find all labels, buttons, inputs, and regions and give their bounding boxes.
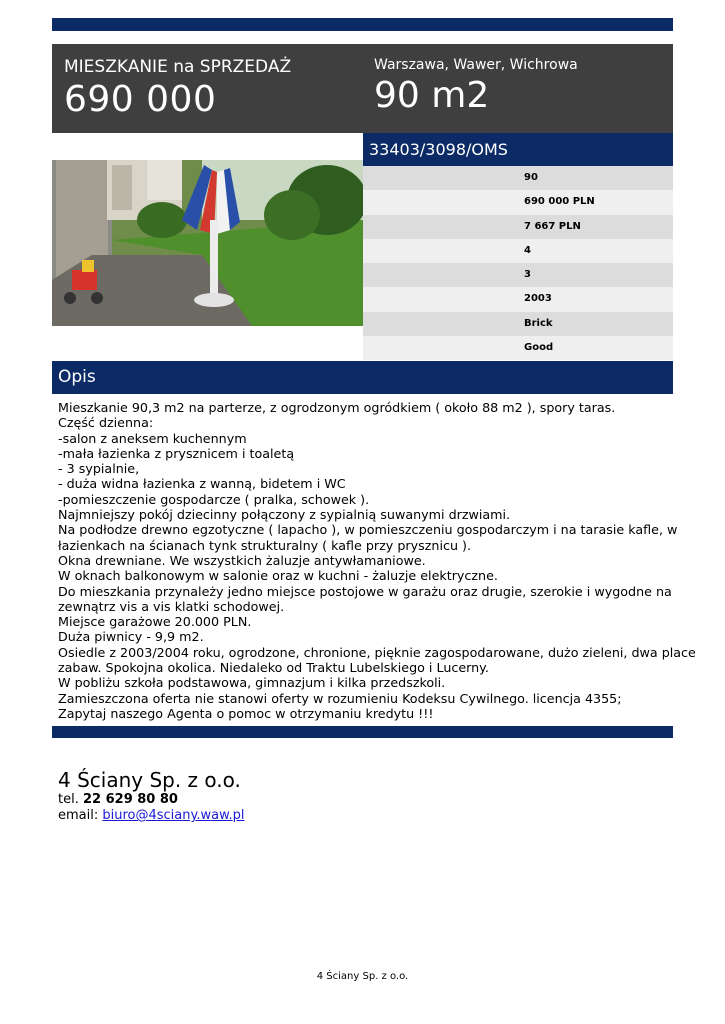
description-text	[58, 400, 696, 721]
agency-email-line	[58, 808, 245, 824]
description-line: Osiedle z 2003/2004 roku, ogrodzone, chronione, pięknie zagospodarowane, dużo zieleni, dwa place	[58, 644, 696, 660]
param-row: 690 000 PLN	[363, 190, 673, 214]
property-area: 90 m2	[374, 75, 490, 116]
header-right	[374, 56, 578, 116]
description-line: Najmniejszy pokój dziecinny połączony z sypialnią suwanymi drzwiami.	[58, 507, 511, 523]
description-line: zabaw. Spokojna okolica. Niedaleko od Traktu Lubelskiego i Lucerny.	[58, 660, 489, 676]
param-row: 7 667 PLN	[363, 215, 673, 239]
description-line: Zamieszczona oferta nie stanowi oferty w rozumieniu Kodeksu Cywilnego. licencja 4355;	[58, 690, 622, 706]
reference-number: 33403/3098/OMS	[363, 133, 673, 166]
description-line: Miejsce garażowe 20.000 PLN.	[58, 614, 252, 630]
param-row: Brick	[363, 312, 673, 336]
param-row: Good	[363, 336, 673, 360]
garden-photo-image	[52, 160, 363, 326]
description-heading: Opis	[52, 361, 673, 394]
param-row: 4	[363, 239, 673, 263]
param-row: 90	[363, 166, 673, 190]
description-line: -pomieszczenie gospodarcze ( pralka, schowek ).	[58, 491, 370, 507]
agency-contact	[58, 768, 245, 824]
page-footer: 4 Ściany Sp. z o.o.	[316, 971, 409, 982]
description-line: Do mieszkania przynależy jedno miejsce postojowe w garażu oraz drugie, szerokie i wygodne na	[58, 583, 672, 599]
property-location: Warszawa, Wawer, Wichrowa	[374, 57, 578, 73]
description-line: W oknach balkonowym w salonie oraz w kuchni - żaluzje elektryczne.	[58, 568, 498, 584]
description-line: zewnątrz vis a vis klatki schodowej.	[58, 598, 285, 614]
param-row: 3	[363, 263, 673, 287]
email-link[interactable]: biuro@4sciany.waw.pl	[102, 808, 245, 823]
agency-name: 4 Ściany Sp. z o.o.	[58, 768, 241, 792]
params-table	[363, 166, 673, 360]
description-line: -salon z aneksem kuchennym	[58, 430, 247, 446]
param-row: 2003	[363, 287, 673, 311]
header-left	[64, 56, 291, 120]
property-type: MIESZKANIE na SPRZEDAŻ	[64, 57, 292, 77]
description-line: Mieszkanie 90,3 m2 na parterze, z ogrodzonym ogródkiem ( około 88 m2 ), spory taras.	[58, 400, 616, 415]
description-line: W pobliżu szkoła podstawowa, gimnazjum i kilka przedszkoli.	[58, 675, 446, 691]
top-accent-bar	[52, 18, 673, 31]
bottom-accent-bar	[52, 726, 673, 738]
description-line: Na podłodze drewno egzotyczne ( lapacho ), w pomieszczeniu gospodarczym i na tarasie kafle, w	[58, 522, 678, 538]
email-label: email:	[58, 808, 99, 823]
phone-label: tel.	[58, 792, 79, 807]
description-line: Duża piwnicy - 9,9 m2.	[58, 629, 204, 645]
description-line: - duża widna łazienka z wanną, bidetem i WC	[58, 476, 346, 492]
property-price: 690 000	[64, 79, 217, 120]
description-line: -mała łazienka z prysznicem i toaletą	[58, 445, 295, 461]
description-line: Zapytaj naszego Agenta o pomoc w otrzymaniu kredytu !!!	[58, 705, 434, 721]
phone-number: 22 629 80 80	[82, 792, 178, 807]
description-line: - 3 sypialnie,	[58, 461, 140, 477]
agency-phone-line	[58, 792, 245, 808]
description-line: łazienkach na ścianach tynk strukturalny ( kafle przy prysznicu ).	[58, 537, 471, 553]
description-line: Okna drewniane. We wszystkich żaluzje antywłamaniowe.	[58, 552, 426, 568]
description-line: Część dzienna:	[58, 415, 154, 431]
property-photo	[52, 160, 363, 326]
listing-header	[52, 44, 673, 133]
